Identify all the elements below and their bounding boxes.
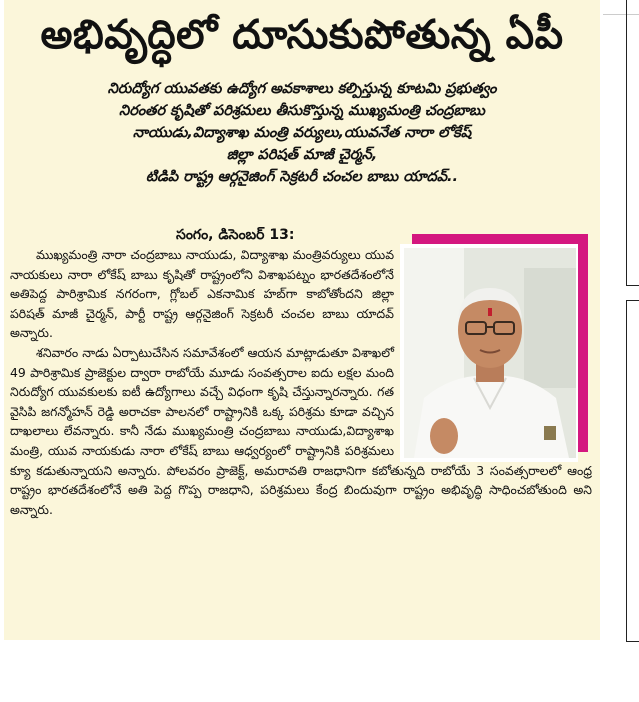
headline: అభివృద్ధిలో దూసుకుపోతున్న ఏపీ (40, 12, 564, 58)
subhead-line: నిరంతర కృషితో పరిశ్రమలు తీసుకొస్తున్న ముఖ్యమంత్రి చంద్రబాబు (119, 103, 485, 119)
adjacent-column-edge (603, 0, 639, 702)
subheadline (16, 78, 588, 188)
subhead-line: టిడిపి రాష్ట్ర ఆర్గనైజింగ్ సెక్రటరీ చంచల బాబు యాదవ్.. (145, 169, 459, 185)
photo-float-spacer (394, 245, 592, 460)
subhead-line: జిల్లా పరిషత్ మాజీ చైర్మన్, (226, 147, 378, 163)
subhead-line: నాయుడు,విద్యాశాఖ మంత్రి వర్యులు,యువనేత నారా లోకేష్ (132, 125, 472, 141)
article-paragraph: ముఖ్యమంత్రి నారా చంద్రబాబు నాయుడు, విద్యాశాఖ మంత్రివర్యులు యువ నాయకులు నారా లోకేష్ బాబు కృషితో రాష్ట్రంలోని విశాఖపట్నం భారతదేశంలోనే అతిపెద్ద పారిశ్రామిక నగరంగా, గ్లోబల్ ఎకనామిక హబ్‌గా కాబోతోందని జిల్లా పరిషత్ మాజీ చైర్మన్, పార్టీ రాష్ట్ర ఆర్గనైజింగ్ సెక్రటరీ చంచల బాబు యాదవ్ అన్నారు. (10, 247, 394, 341)
news-clipping (4, 0, 600, 640)
article-paragraph: శనివారం నాడు ఏర్పాటుచేసిన సమావేశంలో ఆయన మాట్లాడుతూ విశాఖలో 49 పారిశ్రామిక ప్రాజెక్టుల ద్వారా రాబోయే మూడు సంవత్సరాల ఐదు లక్షల మంది నిరుద్యోగ యువకులకు ఐటీ ఉద్యోగాలు వచ్చే విధంగా కృషి చేస్తున్నారన్నారు. గత వైసిపి జగన్మోహన్ రెడ్డి అరాచకా పాలనలో రాష్ట్రానికి ఒక్క పరిశ్రమ కూడా వచ్చిన దాఖలాలు లేవన్నారు. కానీ నేడు ముఖ్యమంత్రి చంద్రబాబు నాయుడు,విద్యాశాఖ మంత్రి, యువ నాయకుడు నారా లోకేష్ బాబు ఆధ్వర్యంలో రాష్ట్రానికి పరిశ్రమలు క్యూ కడుతున్నాయని అన్నారు. పోలవరం ప్రాజెక్ట్, అమరావతి రాజధానిగా కబోతున్నది రాబోయే 3 సంవత్సరాలలో ఆంధ్ర రాష్ట్రం భారతదేశంలోనే అతి పెద్ద గొప్ప రాజధాని, పరిశ్రమలు కేంద్ర బిందువుగా రాష్ట్రం అభివృద్ధి సాధించబోతుంది అని అన్నారు. (10, 344, 592, 517)
adjacent-box-upper (626, 0, 639, 286)
subhead-line: నిరుద్యోగ యువతకు ఉద్యోగ అవకాశాలు కల్పిస్తున్న కూటమి ప్రభుత్వం (107, 81, 497, 97)
adjacent-box-lower (626, 300, 639, 642)
dateline: సంగం, డిసెంబర్ 13: (176, 227, 295, 243)
article-body (10, 245, 592, 519)
